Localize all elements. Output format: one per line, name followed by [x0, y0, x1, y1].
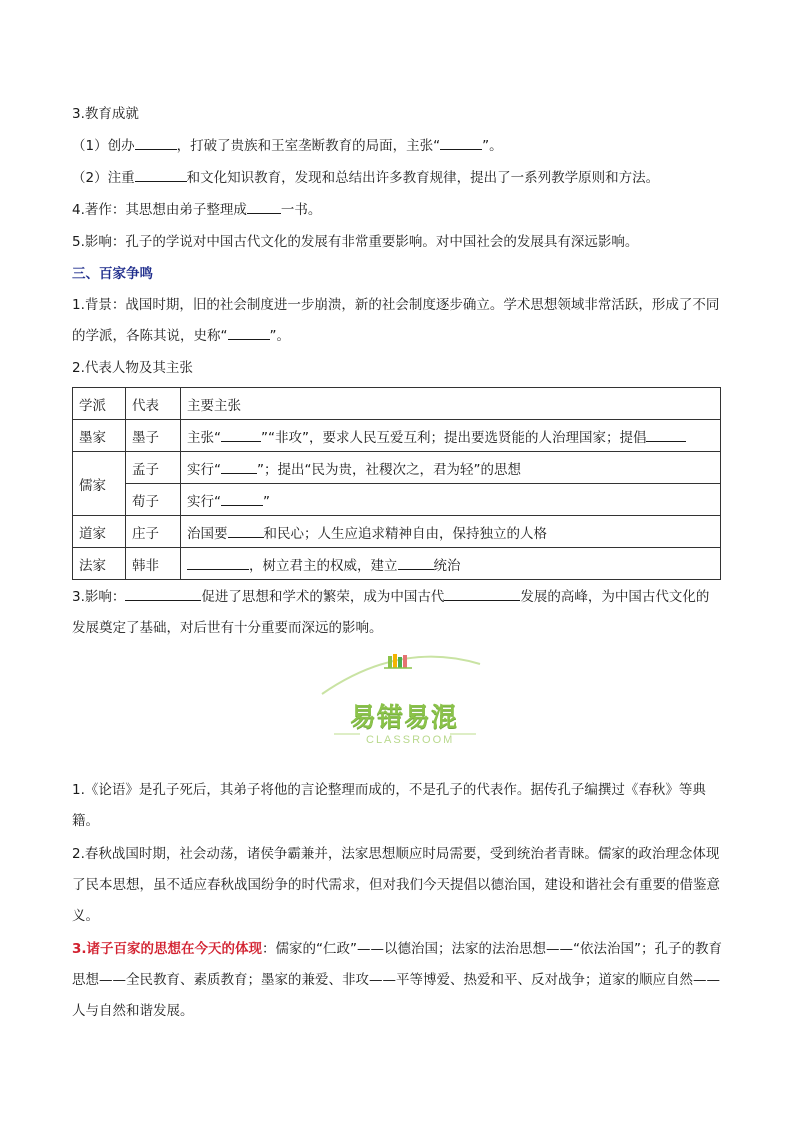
cell-claims: ，树立君主的权威，建立 统治 — [181, 548, 721, 580]
fill-blank[interactable] — [221, 427, 261, 442]
cell-person: 庄子 — [126, 516, 181, 548]
fill-blank[interactable] — [135, 135, 177, 150]
fill-blank[interactable] — [187, 555, 249, 570]
banner-title: 易错易混 — [350, 703, 459, 733]
table-row — [73, 420, 721, 452]
cell-claims: 实行“ ”；提出“民为贵，社稷次之，君为轻”的思想 — [181, 452, 721, 484]
emphasis-label: 3.诸子百家的思想在今天的体现 — [72, 941, 263, 957]
header-claims: 主要主张 — [181, 388, 721, 420]
cell-claims: 治国要 和民心；人生应追求精神自由，保持独立的人格 — [181, 516, 721, 548]
cell-school: 墨家 — [73, 420, 126, 452]
line-works: 4.著作：其思想由弟子整理成 一书。 — [72, 194, 722, 226]
line-emphasis: （2）注重 和文化知识教育，发现和总结出许多教育规律，提出了一系列教学原则和方法。 — [72, 162, 722, 194]
table-row — [73, 548, 721, 580]
fill-blank[interactable] — [221, 491, 263, 506]
table-row — [73, 516, 721, 548]
cell-school: 道家 — [73, 516, 126, 548]
schools-table — [72, 387, 721, 580]
fill-blank[interactable] — [247, 199, 281, 214]
table-header-row — [73, 388, 721, 420]
line-hundred-schools-influence: 3.影响： 促进了思想和学术的繁荣，成为中国古代 发展的高峰，为中国古代文化的发展奠定了基础，对后世有十分重要而深远的影响。 — [72, 582, 722, 644]
cell-claims: 主张“ ”“非攻”，要求人民互爱互利；提出要选贤能的人治理国家；提倡 — [181, 420, 721, 452]
note-legalism: 2.春秋战国时期，社会动荡，诸侯争霸兼并，法家思想顺应时局需要，受到统治者青睐。儒家的政治理念体现了民本思想，虽不适应春秋战国纷争的时代需求，但对我们今天提倡以德治国，建设和谐社会有重要的借鉴意义。 — [72, 846, 720, 924]
line-founded-school: （1）创办 ，打破了贵族和王室垄断教育的局面，主张“ ”。 — [72, 130, 722, 162]
header-school: 学派 — [73, 388, 126, 420]
cell-school: 儒家 — [73, 452, 126, 516]
table-title: 2.代表人物及其主张 — [72, 360, 193, 376]
note-modern-embodiment: 3.诸子百家的思想在今天的体现：儒家的“仁政”——以德治国；法家的法治思想——“依法治国”；孔子的教育思想——全民教育、素质教育；墨家的兼爱、非攻——平等博爱、热爱和平、反对战争；道家的顺应自然——人与自然和谐发展。 — [72, 941, 723, 1019]
fill-blank[interactable] — [228, 325, 270, 340]
section-title-education: 3.教育成就 — [72, 106, 139, 122]
fill-blank[interactable] — [135, 167, 187, 182]
cell-claims: 实行“ ” — [181, 484, 721, 516]
banner-subtitle: CLASSROOM — [366, 734, 455, 746]
table-row — [73, 484, 721, 516]
cell-person: 荀子 — [126, 484, 181, 516]
worksheet-page — [72, 98, 722, 1027]
table-row — [73, 452, 721, 484]
section-banner — [72, 650, 722, 775]
header-person: 代表 — [126, 388, 181, 420]
cell-person: 墨子 — [126, 420, 181, 452]
fill-blank[interactable] — [398, 555, 434, 570]
fill-blank[interactable] — [440, 135, 482, 150]
fill-blank[interactable] — [646, 427, 686, 442]
note-analects: 1.《论语》是孔子死后，其弟子将他的言论整理而成的，不是孔子的代表作。据传孔子编撰过《春秋》等典籍。 — [72, 782, 706, 829]
fill-blank[interactable] — [444, 586, 520, 601]
cell-person: 韩非 — [126, 548, 181, 580]
section-heading-hundred-schools: 三、百家争鸣 — [72, 266, 153, 282]
fill-blank[interactable] — [125, 586, 201, 601]
line-influence: 5.影响：孔子的学说对中国古代文化的发展有非常重要影响。对中国社会的发展具有深远影响。 — [72, 234, 639, 250]
fill-blank[interactable] — [221, 459, 257, 474]
cell-school: 法家 — [73, 548, 126, 580]
cell-person: 孟子 — [126, 452, 181, 484]
line-background: 1.背景：战国时期，旧的社会制度进一步崩溃，新的社会制度逐步确立。学术思想领域非常活跃，形成了不同的学派，各陈其说，史称“ ”。 — [72, 297, 720, 344]
fill-blank[interactable] — [228, 523, 264, 538]
